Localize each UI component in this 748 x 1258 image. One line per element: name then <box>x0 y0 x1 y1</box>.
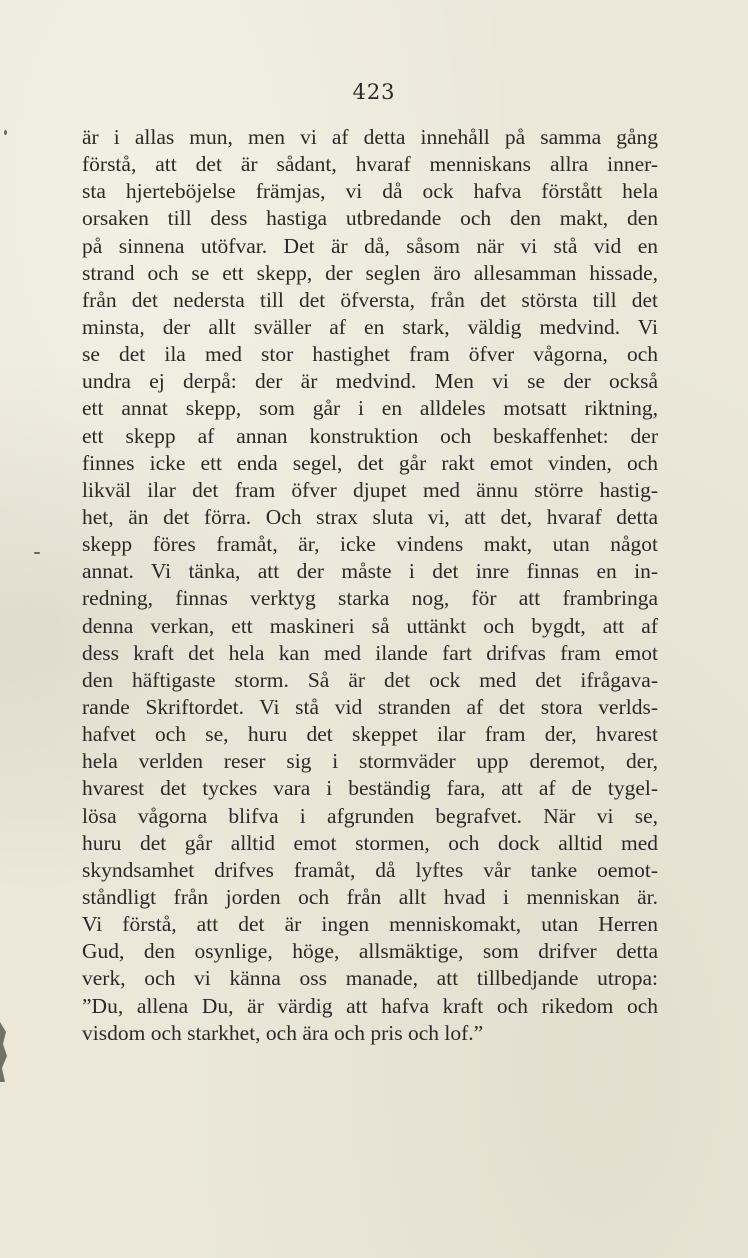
text-line: är i allas mun, men vi af detta innehåll på samma gång <box>82 125 658 149</box>
text-line: het, än det förra. Och strax sluta vi, att det, hvaraf detta <box>82 504 658 529</box>
text-line: ett annat skepp, som går i en alldeles motsatt riktning, <box>82 396 658 421</box>
page-number: 423 <box>352 80 396 104</box>
text-line: hela verlden reser sig i stormväder upp deremot, der, <box>82 749 658 774</box>
text-line: se det ila med stor hastighet fram öfver vågorna, och <box>82 342 658 367</box>
text-line: från det nedersta till det öfversta, från det största till det <box>82 287 658 312</box>
text-line: redning, finnas verktyg starka nog, för att frambringa <box>82 586 658 611</box>
text-line: verk, och vi känna oss manade, att tillbedjande utropa: <box>82 966 658 991</box>
margin-speck <box>34 552 40 554</box>
margin-speck <box>4 130 7 135</box>
text-line: undra ej derpå: der är medvind. Men vi se der också <box>82 369 658 394</box>
text-line: ”Du, allena Du, är värdig att hafva kraft och rikedom och <box>82 993 658 1018</box>
text-line: Vi förstå, att det är ingen menniskomakt, utan Herren <box>82 912 658 937</box>
text-line: visdom och starkhet, och ära och pris och lof.” <box>82 1020 484 1045</box>
binding-mark-icon <box>0 1022 8 1082</box>
text-line: likväl ilar det fram öfver djupet med ännu större hastig- <box>82 477 658 502</box>
text-line: rande Skriftordet. Vi stå vid stranden af det stora verlds- <box>82 694 658 719</box>
text-line: huru det går alltid emot stormen, och dock alltid med <box>82 830 658 855</box>
text-line: på sinnena utöfvar. Det är då, såsom när vi stå vid en <box>82 233 658 258</box>
text-line: dess kraft det hela kan med ilande fart drifvas fram emot <box>82 640 658 665</box>
text-line: ett skepp af annan konstruktion och beskaffenhet: der <box>82 423 658 448</box>
text-line: ståndligt från jorden och från allt hvad i menniskan är. <box>82 884 658 909</box>
text-line: sta hjerteböjelse främjas, vi då ock hafva förstått hela <box>82 179 658 204</box>
text-line: Gud, den osynlige, höge, allsmäktige, som drifver detta <box>82 939 658 964</box>
text-line: denna verkan, ett maskineri så uttänkt och bygdt, att af <box>82 613 658 638</box>
text-line: skepp föres framåt, är, icke vindens makt, utan något <box>82 532 658 557</box>
text-line: orsaken till dess hastiga utbredande och den makt, den <box>82 206 658 231</box>
text-line: strand och se ett skepp, der seglen äro allesamman hissade, <box>82 260 658 285</box>
text-line: skyndsamhet drifves framåt, då lyftes vår tanke oemot- <box>82 857 658 882</box>
text-line: minsta, der allt sväller af en stark, väldig medvind. Vi <box>82 314 658 339</box>
text-line: hafvet och se, huru det skeppet ilar fram der, hvarest <box>82 722 658 747</box>
text-line: annat. Vi tänka, att der måste i det inre finnas en in- <box>82 559 658 584</box>
text-line: den häftigaste storm. Så är det ock med det ifrågava- <box>82 667 658 692</box>
page-body-text <box>82 124 658 1047</box>
text-line: förstå, att det är sådant, hvaraf menniskans allra inner- <box>82 152 658 177</box>
text-line: hvarest det tyckes vara i beständig fara, att af de tygel- <box>82 776 658 801</box>
text-line: finnes icke ett enda segel, det går rakt emot vinden, och <box>82 450 658 475</box>
text-line: lösa vågorna blifva i afgrunden begrafvet. När vi se, <box>82 803 658 828</box>
